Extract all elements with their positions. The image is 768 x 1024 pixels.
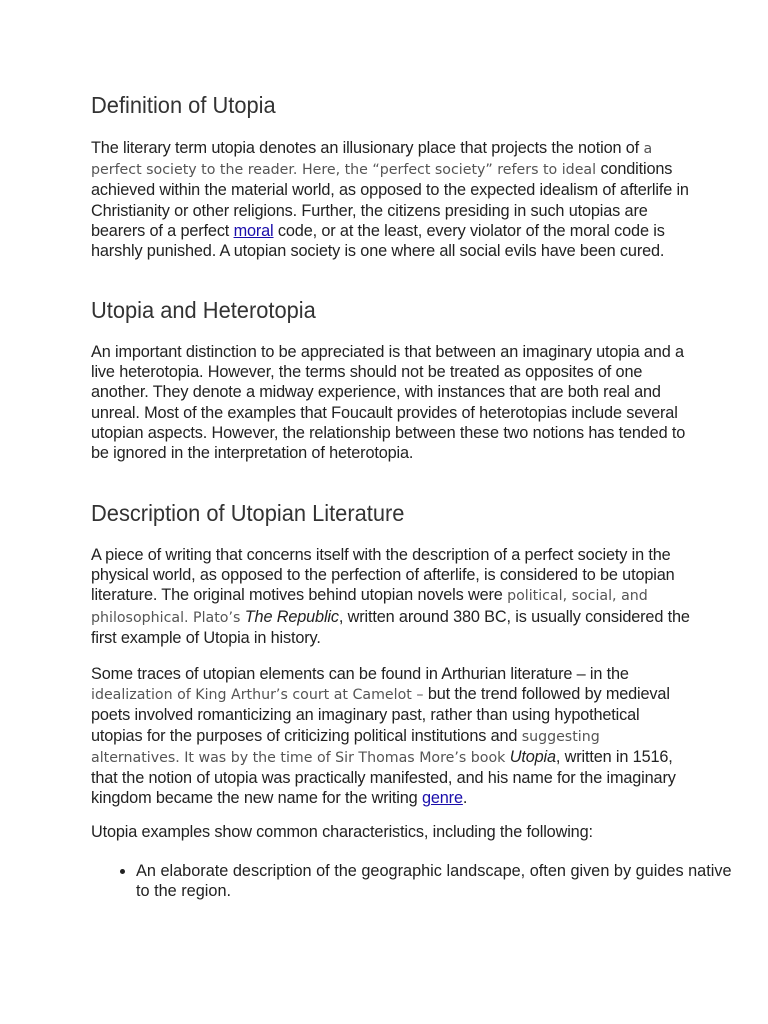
text-segment-light: suggesting alternatives. It was by the time of Sir Thomas More’s book — [91, 728, 600, 766]
text-segment-light: idealization of King Arthur’s court at Camelot – — [91, 687, 424, 704]
text-segment: A piece of writing that concerns itself with the description of a perfect society in the physical world, as opposed to the perfection of afterlife, is considered to be utopian literature. The original motives behind utopian novels were — [91, 546, 675, 605]
text-segment: , written in 1516, that the notion of utopia was practically manifested, and his name for the imaginary kingdom became the new name for the writing — [91, 747, 676, 808]
list-item: • An elaborate description of the geographic landscape, often given by guides native to the region. — [136, 861, 736, 901]
heading-utopia-and-heterotopia: Utopia and Heterotopia — [91, 297, 316, 323]
book-title-utopia: Utopia — [509, 747, 556, 766]
text-segment-light: political, social, and philosophical. Plato’s — [91, 588, 648, 626]
moral-link[interactable]: moral — [233, 221, 274, 240]
heading-definition-of-utopia: Definition of Utopia — [91, 92, 276, 118]
book-title-the-republic: The Republic — [244, 607, 339, 626]
text-segment-light: a perfect society to the reader. Here, the “perfect society” refers to ideal — [91, 141, 653, 179]
text-segment: but the trend followed by medieval poets involved romanticizing an imaginary past, rather than using hypothetical utopias for the purposes of criticizing political institutions and — [91, 685, 670, 745]
characteristics-list — [91, 861, 736, 901]
paragraph-heterotopia: An important distinction to be appreciated is that between an imaginary utopia and a live heterotopia. However, the terms should not be treated as opposites of one another. They denote a midway experience, with instances that are both real and unreal. Most of the examples that Foucault provides of heterotopias include several utopian aspects. However, the relationship between these two notions has tended to be ignored in the interpretation of heterotopia. — [91, 343, 686, 463]
text-segment: Some traces of utopian elements can be found in Arthurian literature – in the — [91, 665, 629, 683]
text-segment: . — [462, 789, 468, 808]
paragraph-definition — [91, 138, 691, 261]
paragraph-description-3: Utopia examples show common characteristics, including the following: — [91, 823, 593, 841]
text-segment: , written around 380 BC, is usually considered the first example of Utopia in history. — [91, 607, 690, 647]
heading-description-of-utopian-literature: Description of Utopian Literature — [91, 500, 405, 526]
text-segment: conditions achieved within the material world, as opposed to the expected idealism of afterlife in Christianity or other religions. Further, the citizens presiding in such utopias are bearers of a perfect — [91, 160, 689, 240]
paragraph-description-1 — [91, 545, 691, 648]
genre-link[interactable]: genre — [421, 789, 463, 808]
paragraph-description-2 — [91, 664, 691, 808]
text-segment: The literary term utopia denotes an illusionary place that projects the notion of — [91, 139, 640, 157]
text-segment: code, or at the least, every violator of the moral code is harshly punished. A utopian society is one where all social evils have been cured. — [91, 221, 665, 261]
